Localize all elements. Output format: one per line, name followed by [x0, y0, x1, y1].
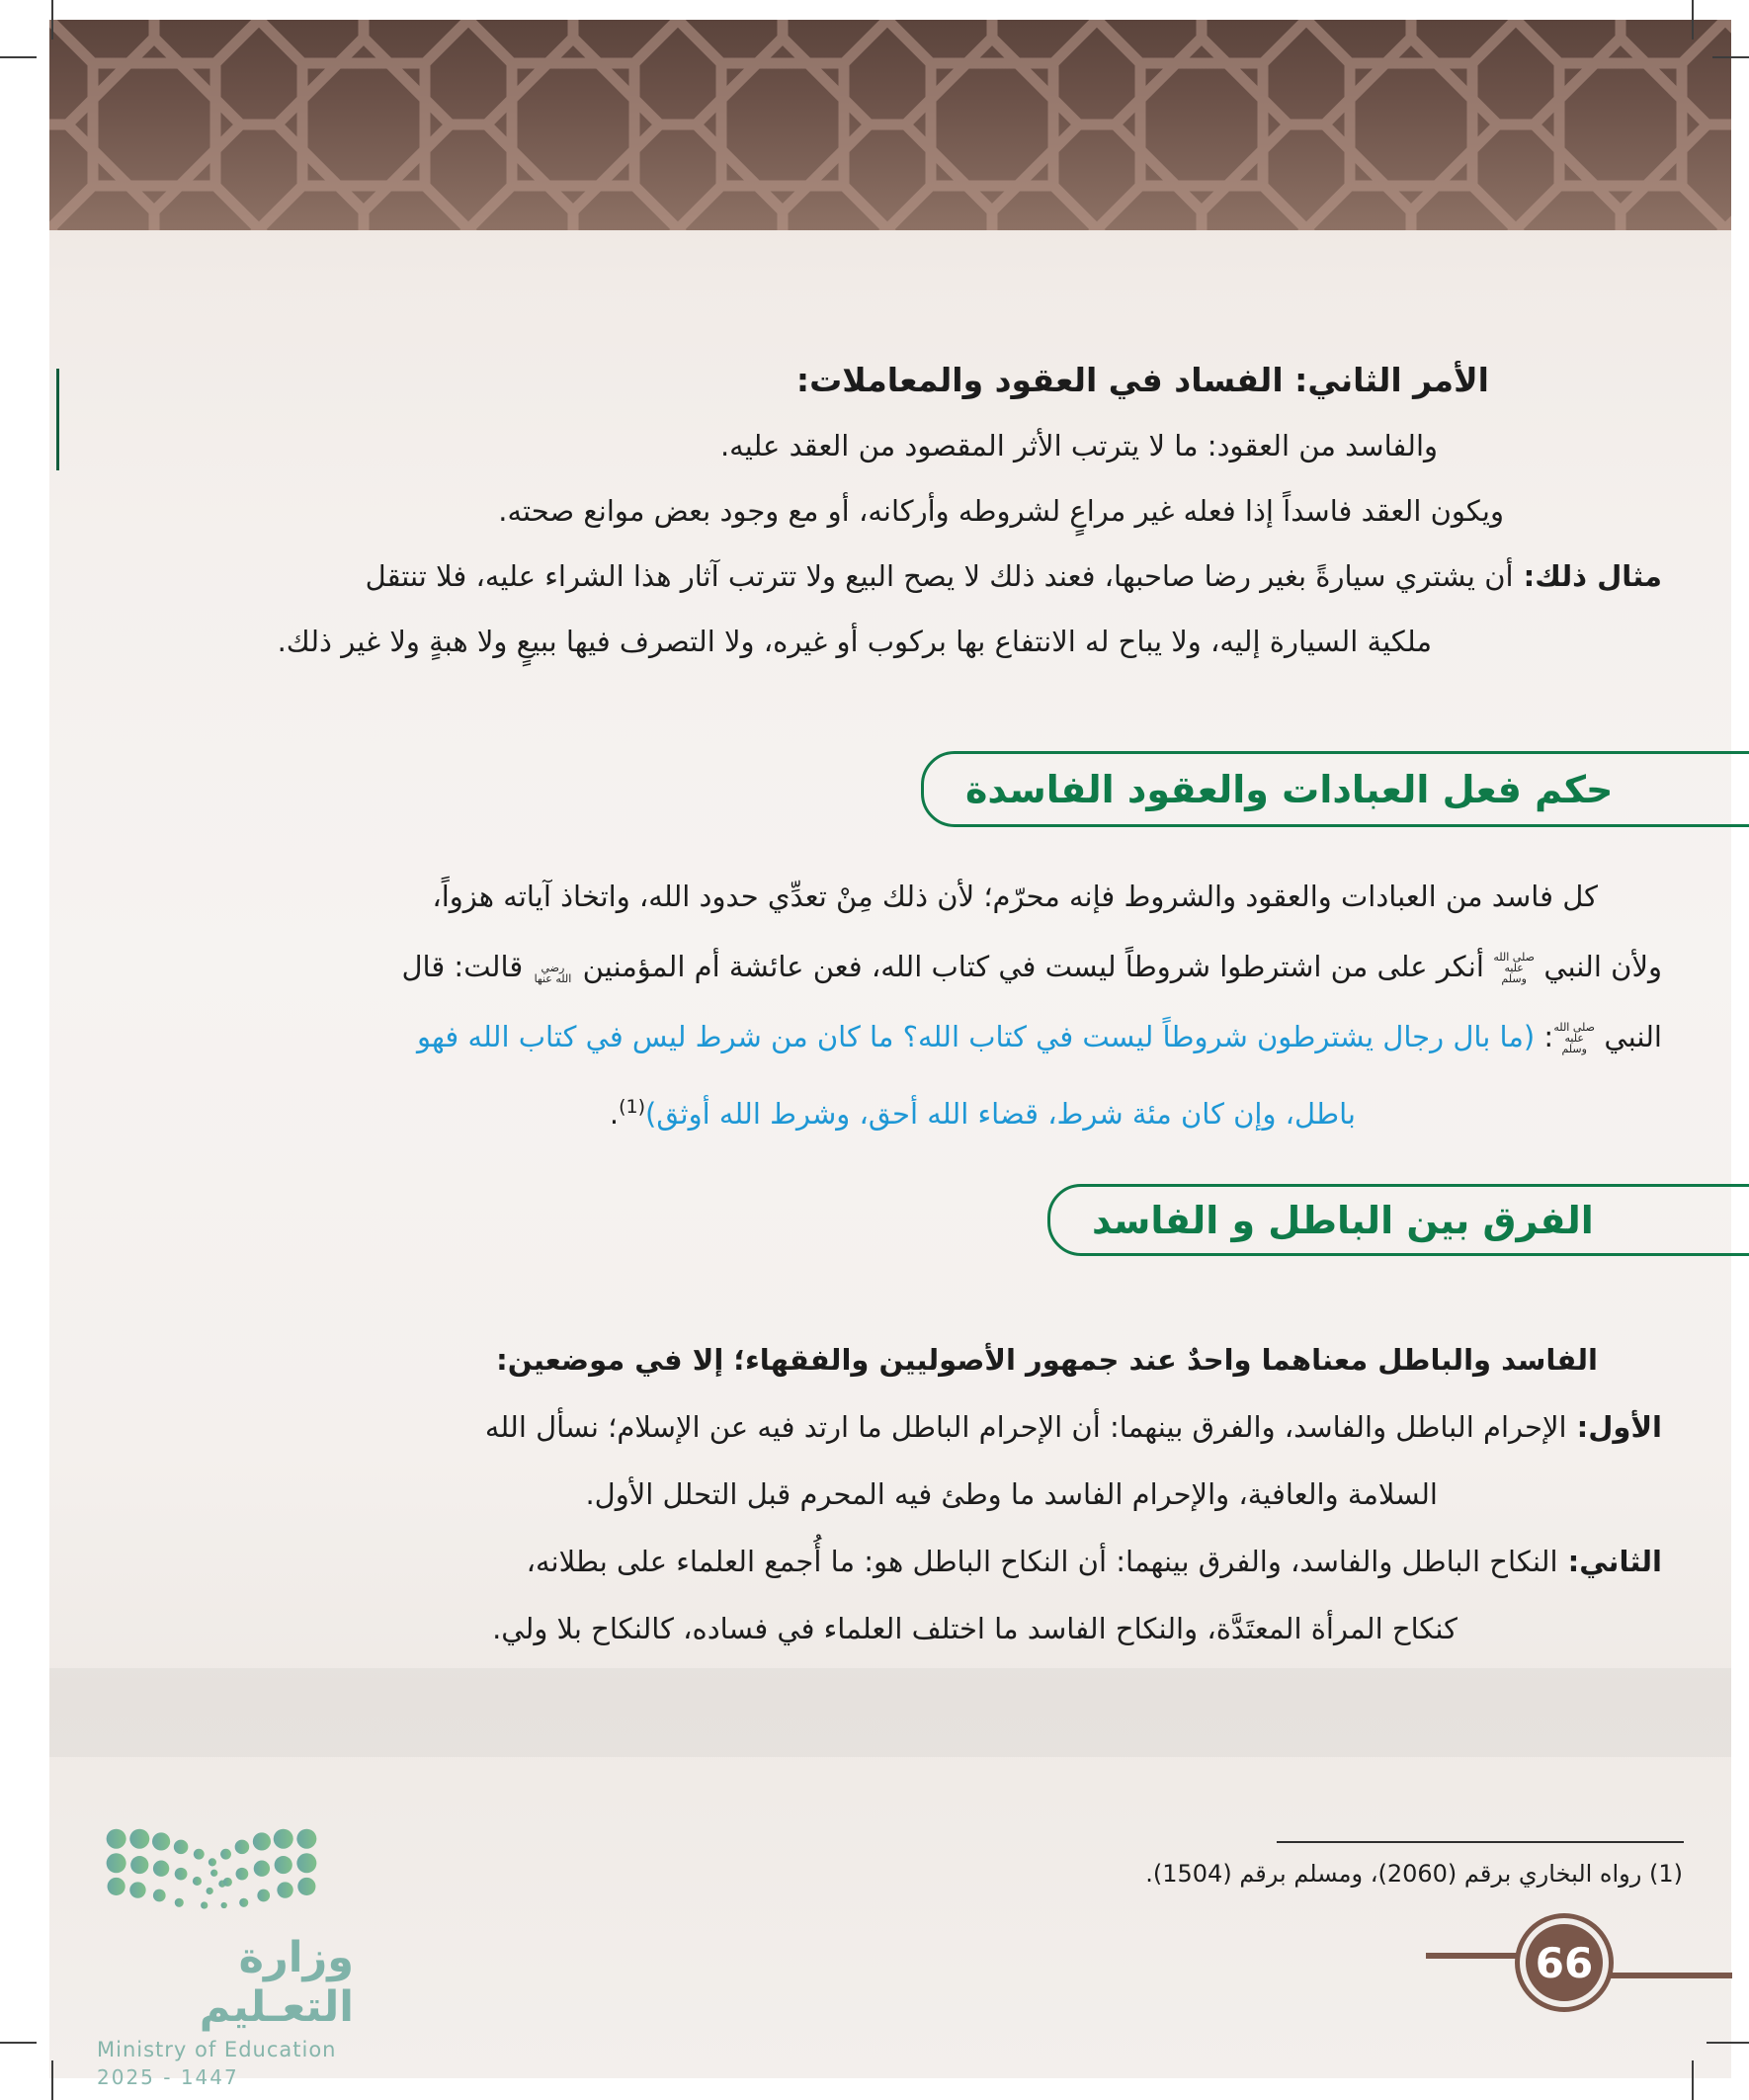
text-segment: أنكر على من اشترطوا شروطاً ليست في كتاب الله، فعن عائشة أم المؤمنين [573, 950, 1494, 983]
page-number-ring [1520, 1918, 1609, 2007]
section-heading-box [921, 751, 1749, 827]
header-pattern-band [49, 20, 1731, 230]
background-shade-strip [49, 1668, 1731, 1757]
text-line [61, 932, 1687, 1002]
text-line [61, 862, 1687, 932]
text-segment: مثال ذلك: [1513, 559, 1662, 593]
footnote-divider [1277, 1841, 1684, 1843]
text-segment: السلامة والعافية، والإحرام الفاسد ما وطئ فيه المحرم قبل التحلل الأول. [585, 1477, 1438, 1511]
text-line [61, 1595, 1687, 1662]
text-segment: الإحرام الباطل والفاسد، والفرق بينهما: أن الإحرام الباطل ما ارتد فيه عن الإسلام؛ نسأل الله [484, 1410, 1567, 1444]
honorific-mark: رضي الله عنها [534, 962, 572, 985]
crop-mark [1692, 2060, 1694, 2100]
ministry-logo-english: Ministry of Education [97, 2038, 337, 2061]
text-line [61, 348, 1687, 413]
crop-mark [1707, 2042, 1749, 2044]
text-line [61, 544, 1687, 609]
text-line [61, 413, 1687, 478]
ministry-logo [97, 1826, 354, 2089]
text-line [61, 609, 1687, 674]
footnote-text: (1) رواه البخاري برقم (2060)، ومسلم برقم (1504). [1145, 1860, 1683, 1888]
text-line [61, 1461, 1687, 1528]
text-segment: ملكية السيارة إليه، ولا يباح له الانتفاع بها بركوب أو غيره، ولا التصرف فيها ببيعٍ ولا هبةٍ ولا غير ذلك. [277, 625, 1432, 658]
text-line [61, 1072, 1687, 1149]
ministry-logo-dots-icon [97, 1826, 326, 1925]
text-segment: ولأن النبي [1535, 950, 1662, 983]
ministry-logo-arabic: وزارة التعـليم [199, 1933, 354, 2032]
intro-paragraph [61, 348, 1687, 674]
text-line [61, 1528, 1687, 1595]
page-number: 66 [1535, 1938, 1594, 1987]
text-segment: النبي [1595, 1020, 1662, 1053]
crop-mark [1692, 0, 1694, 40]
text-line [61, 478, 1687, 544]
text-segment: الفاسد والباطل معناهما واحدٌ عند جمهور الأصوليين والفقهاء؛ إلا في موضعين: [496, 1343, 1598, 1377]
text-segment: كنكاح المرأة المعتَدَّة، والنكاح الفاسد ما اختلف العلماء في فساده، كالنكاح بلا ولي. [492, 1612, 1458, 1645]
text-segment: : [1535, 1020, 1554, 1053]
text-segment: (ما بال رجال يشترطون شروطاً ليست في كتاب الله؟ ما كان من شرط ليس في كتاب الله فهو [417, 1020, 1536, 1053]
text-line [61, 1002, 1687, 1072]
section-heading-box [1047, 1184, 1749, 1256]
crop-mark [0, 2042, 37, 2044]
crop-mark [51, 0, 53, 40]
text-segment: الأول: [1566, 1410, 1662, 1444]
section-title: حكم فعل العبادات والعقود الفاسدة [965, 767, 1614, 811]
text-line [61, 1326, 1687, 1393]
ministry-logo-years: 2025 - 1447 [97, 2065, 239, 2089]
page-number-badge [1515, 1913, 1614, 2012]
text-segment: باطل، وإن كان مئة شرط، قضاء الله أحق، وشرط الله أوثق) [645, 1097, 1356, 1131]
text-segment: كل فاسد من العبادات والعقود والشروط فإنه محرّم؛ لأن ذلك مِنْ تعدِّي حدود الله، واتخاذ آياته هزواً، [432, 880, 1598, 913]
badge-line-right [1596, 1973, 1732, 1978]
honorific-mark: صلى الله عليه وسلم [1493, 951, 1535, 985]
section-side-tick [56, 369, 59, 470]
text-segment: الأمر الثاني: الفساد في العقود والمعاملات: [795, 361, 1489, 399]
text-segment: قالت: قال [401, 950, 533, 983]
text-segment: (1) [619, 1096, 646, 1118]
section-title: الفرق بين الباطل و الفاسد [1092, 1198, 1594, 1242]
crop-mark [51, 2060, 53, 2100]
text-segment: . [609, 1097, 620, 1131]
text-segment: الثاني: [1557, 1545, 1662, 1578]
crop-mark [0, 56, 37, 58]
honorific-mark: صلى الله عليه وسلم [1553, 1021, 1595, 1055]
crop-mark [1712, 56, 1749, 58]
section1-paragraph [61, 862, 1687, 1149]
text-segment: والفاسد من العقود: ما لا يترتب الأثر المقصود من العقد عليه. [719, 429, 1438, 462]
islamic-star-pattern-icon [49, 20, 1731, 230]
text-segment: ويكون العقد فاسداً إذا فعله غير مراعٍ لشروطه وأركانه، أو مع وجود بعض موانع صحته. [498, 494, 1504, 528]
text-segment: أن يشتري سيارةً بغير رضا صاحبها، فعند ذلك لا يصح البيع ولا تترتب آثار هذا الشراء عليه، فلا تنتقل [365, 559, 1514, 593]
text-line [61, 1393, 1687, 1461]
section2-paragraph [61, 1326, 1687, 1662]
text-segment: النكاح الباطل والفاسد، والفرق بينهما: أن النكاح الباطل هو: ما أُجمع العلماء على بطلانه، [526, 1545, 1558, 1578]
